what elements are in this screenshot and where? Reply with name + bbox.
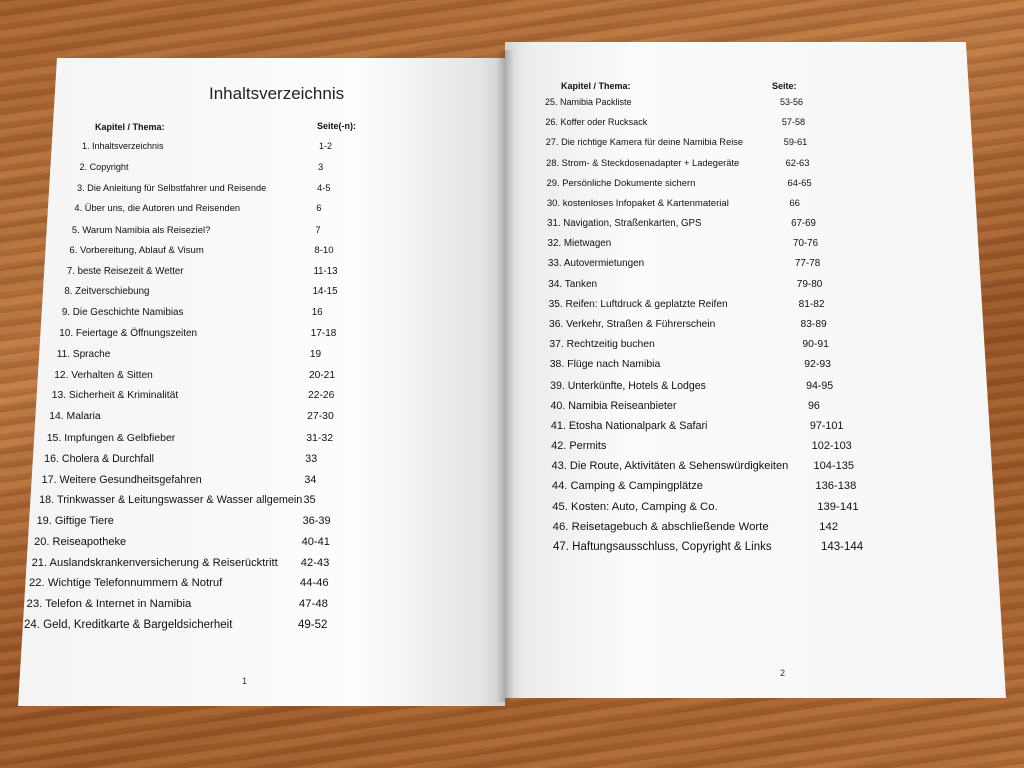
toc-entry-label: 30. kostenloses Infopaket & Kartenmaterial — [546, 197, 729, 209]
toc-entry-label: 24. Geld, Kreditkarte & Bargeldsicherheit — [24, 619, 233, 631]
toc-entry-label: 34. Tanken — [548, 278, 598, 290]
toc-entry-label: 47. Haftungsausschluss, Copyright & Links — [553, 541, 772, 553]
right-header-page: Seite: — [772, 81, 797, 91]
toc-entry-pages: 6 — [316, 203, 322, 214]
toc-entry-label: 6. Vorbereitung, Ablauf & Visum — [69, 244, 204, 256]
toc-entry-pages: 81-82 — [798, 298, 825, 310]
toc-entry-pages: 77-78 — [794, 258, 821, 270]
toc-entry-pages: 11-13 — [313, 265, 338, 277]
toc-entry-pages: 33 — [305, 452, 318, 465]
toc-entry-pages: 143-144 — [821, 541, 864, 553]
toc-entry-label: 5. Warum Namibia als Reiseziel? — [71, 224, 211, 236]
toc-entry-pages: 67-69 — [791, 218, 816, 230]
toc-entry-label: 31. Navigation, Straßenkarten, GPS — [547, 218, 702, 230]
toc-entry-label: 10. Feiertage & Öffnungszeiten — [59, 328, 198, 340]
right-header-chapter: Kapitel / Thema: — [561, 81, 631, 91]
toc-entry-label: 4. Über uns, die Autoren und Reisenden — [74, 203, 241, 214]
left-header-chapter: Kapitel / Thema: — [95, 122, 165, 132]
toc-entry-pages: 64-65 — [787, 177, 812, 189]
toc-entry-pages: 44-46 — [299, 577, 329, 590]
toc-entry-label: 7. beste Reisezeit & Wetter — [66, 265, 184, 277]
toc-entry-pages: 96 — [807, 399, 820, 412]
toc-entry-pages: 1-2 — [319, 141, 333, 151]
toc-entry-label: 42. Permits — [551, 440, 607, 453]
toc-entry-label: 39. Unterkünfte, Hotels & Lodges — [550, 379, 706, 392]
toc-entry-pages: 42-43 — [300, 556, 330, 569]
toc-entry-label: 40. Namibia Reiseanbieter — [550, 399, 677, 412]
toc-entry-pages: 8-10 — [314, 244, 334, 256]
toc-entry-label: 41. Etosha Nationalpark & Safari — [550, 419, 708, 432]
toc-entry-label: 46. Reisetagebuch & abschließende Worte — [552, 520, 769, 533]
toc-entry-label: 14. Malaria — [49, 411, 101, 423]
toc-entry-pages: 62-63 — [785, 157, 810, 168]
toc-entry-label: 43. Die Route, Aktivitäten & Sehenswürdigkeiten — [551, 460, 789, 473]
toc-entry-pages: 97-101 — [809, 419, 844, 432]
toc-entry-pages: 49-52 — [298, 619, 328, 631]
toc-entry-pages: 59-61 — [783, 137, 808, 148]
book-spine — [496, 50, 514, 702]
toc-entry-pages: 57-58 — [781, 117, 806, 128]
toc-entry-pages: 3 — [318, 161, 324, 172]
toc-entry-label: 8. Zeitverschiebung — [64, 286, 150, 298]
toc-entry-pages: 34 — [304, 473, 317, 486]
left-header-page: Seite(-n): — [317, 121, 356, 131]
toc-entry-label: 38. Flüge nach Namibia — [549, 359, 661, 371]
toc-entry-pages: 16 — [311, 307, 323, 319]
toc-entry-label: 13. Sicherheit & Kriminalität — [51, 390, 179, 402]
toc-entry-pages: 14-15 — [312, 286, 338, 298]
toc-entry-label: 22. Wichtige Telefonnummern & Notruf — [29, 577, 223, 590]
toc-entry-label: 27. Die richtige Kamera für deine Namibia Reise — [545, 137, 743, 148]
toc-entry-pages: 35 — [303, 494, 316, 507]
toc-entry-label: 20. Reiseapotheke — [34, 535, 127, 548]
toc-entry-pages: 139-141 — [817, 500, 859, 513]
toc-entry-pages: 83-89 — [800, 319, 827, 330]
toc-entry-label: 35. Reifen: Luftdruck & geplatzte Reifen — [548, 298, 728, 310]
toc-entry-pages: 20-21 — [308, 369, 336, 381]
toc-entry-label: 44. Camping & Campingplätze — [551, 480, 704, 493]
toc-entry-pages: 70-76 — [793, 238, 819, 250]
toc-entry-pages: 36-39 — [302, 515, 331, 528]
toc-entry-pages: 19 — [309, 348, 322, 360]
toc-entry-pages: 66 — [789, 197, 800, 209]
toc-entry-pages: 4-5 — [317, 182, 331, 193]
toc-entry-label: 11. Sprache — [56, 348, 111, 360]
toc-entry-label: 36. Verkehr, Straßen & Führerschein — [549, 319, 716, 330]
toc-entry-label: 16. Cholera & Durchfall — [44, 452, 155, 465]
toc-entry-label: 15. Impfungen & Gelbfieber — [46, 431, 176, 444]
toc-entry-label: 32. Mietwagen — [547, 238, 612, 250]
left-page-number: 1 — [242, 676, 248, 686]
toc-entry-label: 17. Weitere Gesundheitsgefahren — [41, 473, 202, 486]
toc-entry-pages: 104-135 — [813, 460, 855, 473]
toc-entry-label: 2. Copyright — [79, 161, 129, 172]
toc-entry-label: 9. Die Geschichte Namibias — [61, 307, 184, 319]
toc-entry-pages: 17-18 — [310, 328, 337, 340]
toc-entry-label: 45. Kosten: Auto, Camping & Co. — [552, 500, 718, 513]
toc-entry-pages: 31-32 — [306, 431, 334, 444]
toc-entry-pages: 92-93 — [804, 359, 831, 371]
toc-entry-label: 19. Giftige Tiere — [36, 515, 114, 528]
right-page-number: 2 — [780, 668, 786, 678]
toc-entry-pages: 102-103 — [811, 440, 852, 453]
toc-entry-pages: 79-80 — [796, 278, 823, 290]
toc-entry-label: 21. Auslandskrankenversicherung & Reiserücktritt — [31, 556, 278, 569]
toc-entry-pages: 22-26 — [308, 390, 335, 402]
toc-entry-pages: 47-48 — [298, 598, 328, 611]
toc-entry-label: 12. Verhalten & Sitten — [54, 369, 153, 381]
toc-entry-label: 26. Koffer oder Rucksack — [545, 117, 648, 128]
toc-entry-label: 33. Autovermietungen — [547, 258, 645, 270]
toc-entry-pages: 7 — [315, 224, 321, 236]
toc-entry-pages: 142 — [819, 520, 839, 533]
toc-entry-label: 1. Inhaltsverzeichnis — [82, 141, 164, 151]
toc-entry-pages: 90-91 — [802, 339, 829, 351]
toc-entry-label: 28. Strom- & Steckdosenadapter + Ladegeräte — [546, 157, 740, 168]
toc-entry-label: 37. Rechtzeitig buchen — [549, 339, 655, 351]
toc-entry-pages: 136-138 — [815, 480, 857, 493]
toc-entry-pages: 94-95 — [806, 379, 834, 392]
page-title: Inhaltsverzeichnis — [209, 84, 345, 103]
toc-entry-label: 25. Namibia Packliste — [545, 97, 632, 107]
toc-entry-pages: 40-41 — [301, 535, 330, 548]
toc-entry-label: 3. Die Anleitung für Selbstfahrer und Reisende — [76, 182, 267, 193]
toc-entry-pages: 27-30 — [307, 411, 334, 423]
toc-entry-pages: 53-56 — [780, 97, 804, 107]
toc-entry-label: 29. Persönliche Dokumente sichern — [546, 177, 696, 189]
toc-entry-label: 18. Trinkwasser & Leitungswasser & Wasser allgemein — [39, 494, 303, 507]
toc-entry-label: 23. Telefon & Internet in Namibia — [26, 598, 192, 611]
